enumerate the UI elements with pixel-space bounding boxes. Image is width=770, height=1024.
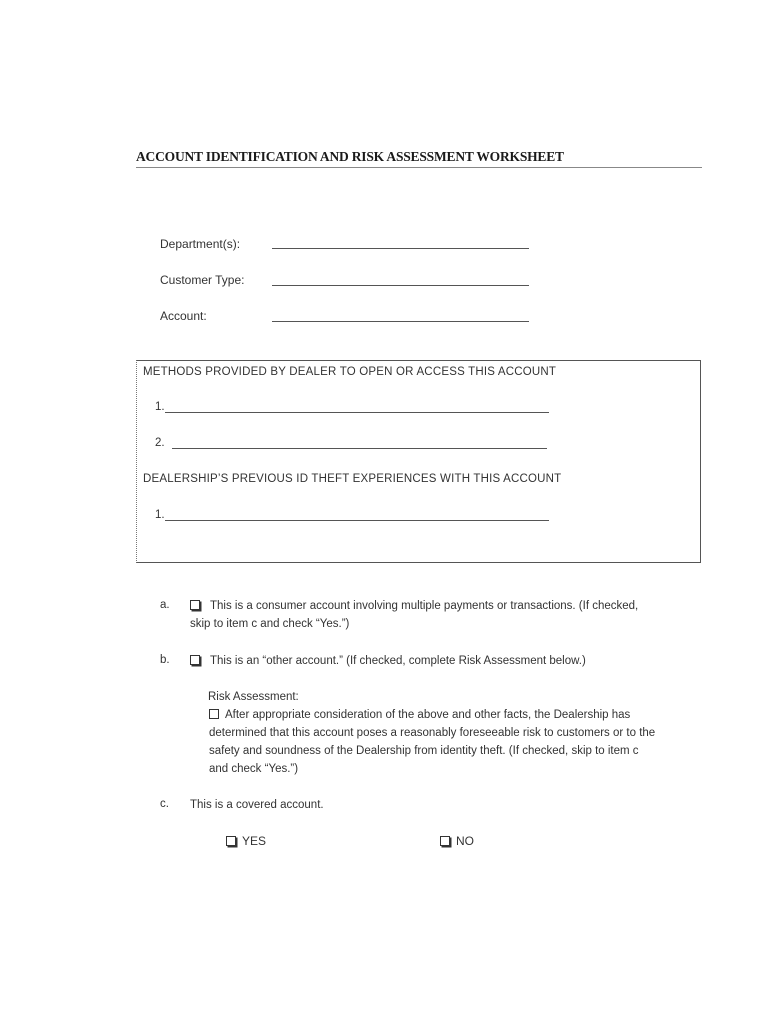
no-option[interactable]	[440, 834, 474, 848]
departments-field[interactable]	[272, 248, 529, 249]
risk-assessment-text	[209, 706, 709, 778]
item-c-letter: c.	[160, 798, 169, 810]
methods-line-number-1: 1.	[155, 401, 165, 413]
yes-checkbox[interactable]	[226, 836, 236, 846]
risk-line3: safety and soundness of the Dealership from identity theft. (If checked, skip to item c	[209, 745, 639, 757]
item-a-line1: This is a consumer account involving multiple payments or transactions. (If checked,	[210, 600, 639, 612]
item-a-line2: skip to item c and check “Yes.”)	[190, 618, 350, 630]
id-theft-line-1[interactable]	[165, 520, 549, 521]
customer-type-field[interactable]	[272, 285, 529, 286]
methods-line-number-2: 2.	[155, 437, 165, 449]
item-a-checkbox[interactable]	[190, 600, 200, 610]
worksheet-title: ACCOUNT IDENTIFICATION AND RISK ASSESSMENT WORKSHEET	[136, 149, 564, 164]
risk-assessment-heading: Risk Assessment:	[208, 691, 299, 703]
methods-heading: METHODS PROVIDED BY DEALER TO OPEN OR ACCESS THIS ACCOUNT	[143, 366, 557, 378]
risk-line2: determined that this account poses a reasonably foreseeable risk to customers or to the	[209, 727, 656, 739]
no-label: NO	[456, 834, 474, 848]
methods-line-1[interactable]	[165, 412, 549, 413]
item-b-checkbox[interactable]	[190, 655, 200, 665]
item-c-text: This is a covered account.	[190, 799, 324, 811]
methods-line-2[interactable]	[172, 448, 547, 449]
departments-label: Department(s):	[160, 237, 241, 251]
risk-line1: After appropriate consideration of the above and other facts, the Dealership has	[225, 709, 631, 721]
customer-type-label: Customer Type:	[160, 273, 245, 287]
no-checkbox[interactable]	[440, 836, 450, 846]
risk-line4: and check “Yes.”)	[209, 763, 299, 775]
item-a-text	[190, 597, 710, 633]
account-field[interactable]	[272, 321, 529, 322]
item-a-letter: a.	[160, 599, 170, 611]
item-b-text	[190, 652, 710, 670]
yes-label: YES	[242, 834, 267, 848]
yes-option[interactable]	[226, 834, 266, 848]
title-divider	[136, 167, 702, 168]
account-label: Account:	[160, 309, 207, 323]
item-b-line: This is an “other account.” (If checked, complete Risk Assessment below.)	[210, 655, 586, 667]
id-theft-heading: DEALERSHIP’S PREVIOUS ID THEFT EXPERIENCES WITH THIS ACCOUNT	[143, 473, 562, 485]
methods-box	[136, 360, 701, 563]
id-theft-line-number-1: 1.	[155, 509, 165, 521]
item-b-letter: b.	[160, 654, 170, 666]
risk-assessment-checkbox[interactable]	[209, 709, 219, 719]
